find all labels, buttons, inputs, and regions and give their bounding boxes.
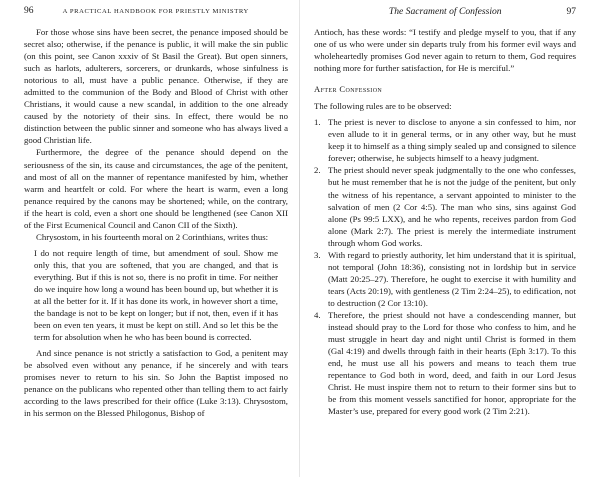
list-item [314,116,576,164]
left-page-number: 96 [24,6,34,16]
list-number: 4. [314,309,321,320]
block-quote-text: I do not require length of time, but amendment of soul. Show me only this, that you are softened, that you are changed, and that is everything. But if this is not so, there is no profit in time. For neither do we inquire how long a wound has been bound up, but whether it is at all the better for it. If it has done its work, in however short a time, the bandage is not to be kept on longer; but if not, then, even if it has been on even ten years, it must be kept on still. And so let this be the term for absolution when he who has been bound is corrected. [34,247,278,343]
list-item [314,164,576,248]
rules-list [314,116,576,417]
paragraph: For those whose sins have been secret, the penance imposed should be secret also; otherwise, if the penance is public, it will make the sin public (on this point, see Canon xxxiv of St Basil the Great). But open sinners, such as harlots, adulterers, sorcerers, or drunkards, whose sinfulness is notorious to all, must have a public penance. Otherwise, if they are admitted to the communion of the Body and Blood of Christ with other Christians, it would cause a new scandal, in addition to the one already caused by the notoriety of their sins. In effect, there would be no distinction between the public sinner and someone who has always lived a good Christian life. [24,27,288,146]
paragraph: The following rules are to be observed: [314,101,452,112]
list-item-text: Therefore, the priest should not have a condescending manner, but instead should pray to the Lord for those who confess to him, and he must struggle in heart day and night until Christ is formed in them (Gal 4:19) and dwells through faith in their hearts (Eph 3:17). To this end, he must use all his powers and means to teach them true repentance to God both in word, deed, and faith in our Lord Jesus Christ. He must inspire them not to return to their former sins but to be from this moment vessels sanctified for honor, appropriate for the Master’s use, prepared for every good work (2 Tim 2:21). [328,309,576,417]
list-number: 1. [314,117,321,128]
list-number: 3. [314,249,321,260]
left-running-head: A PRACTICAL HANDBOOK FOR PRIESTLY MINISTRY [62,8,249,15]
list-item [314,309,576,417]
list-item-text: The priest should never speak judgmentally to the one who confesses, but he must remember that he is not the judge of the penitent, but only the witness of his repentance, a servant appointed to minister to the salvation of men (2 Cor 4:5). The man who sins, sins against God alone (Ps 99:5 LXX), and he who repents, receives pardon from God alone (Mark 2:7). The priest is merely the intermediate instrument through whom God works. [328,165,576,248]
paragraph: Furthermore, the degree of the penance should depend on the seriousness of the sin, its cause and circumstances, the age of the penitent, and most of all on the manner of repentance manifested by him, whether warm and heartfelt or cold. For where the heart is warm, even a long penance required by the canons may be shortened; while, on the contrary, if the heart is cold, even a short one should be lengthened (see Canon XII of the First Ecumenical Council and Canon CII of the Sixth). [24,147,288,230]
list-item-text: With regard to priestly authority, let him understand that it is spiritual, not temporal (John 18:36), consisting not in lordship but in service (Matt 20:25–27). Therefore, he ought to exercise it with humility and tears (Acts 20:19), with gentleness (2 Tim 2:24–25), to edification, not to destruction (2 Cor 13:10). [328,249,576,308]
list-item-text: The priest is never to disclose to anyone a sin confessed to him, nor even allude to it in general terms, or in any other way, but he must keep it to himself as a thing simply sealed up and consigned to silence forever; otherwise, he subjects himself to a heavy judgment. [328,117,576,164]
section-heading: After Confession [314,84,383,95]
paragraph: Antioch, has these words: “I testify and pledge myself to you, that if any one of us who were under sin departs truly from his former evil ways and wholeheartedly promises God never again to return to them, God requires nothing more for further satisfaction, for He is merciful.” [314,27,576,74]
paragraph: And since penance is not strictly a satisfaction to God, a penitent may be absolved even without any penance, if he sincerely and with tears promises never to return to his sin. So John the Baptist imposed no penance on the publicans who repented other than telling them to act fairly according to the laws prescribed for their office (Luke 3:13). Chrysostom, in his sermon on the Blessed Philogonus, Bishop of [24,348,288,419]
list-number: 2. [314,165,321,176]
block-quote [24,243,288,347]
right-page-header [314,6,576,20]
right-page-number: 97 [566,7,576,17]
right-running-head: The Sacrament of Confession [388,6,502,17]
paragraph: Chrysostom, in his fourteenth moral on 2 Corinthians, writes thus: [36,231,269,242]
left-page-header [24,6,288,20]
list-item [314,249,576,309]
right-page [300,0,600,477]
